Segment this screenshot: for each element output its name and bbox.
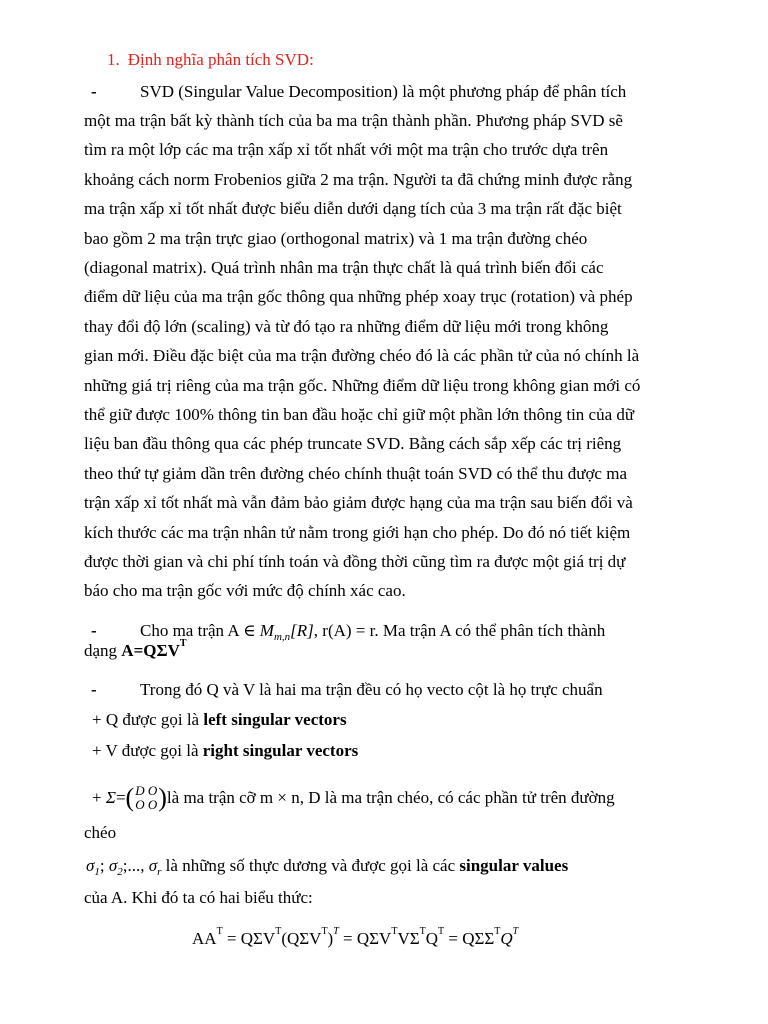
text: ; xyxy=(99,856,109,875)
text: + V được gọi là xyxy=(92,741,203,760)
text: Cho ma trận A ∈ xyxy=(140,621,260,640)
paragraph-line: tìm ra một lớp các ma trận xấp xỉ tốt nhất với một ma trận cho trước dựa trên xyxy=(84,140,609,160)
heading-number: 1. xyxy=(107,50,120,69)
superscript: T xyxy=(179,638,187,649)
paragraph-line: kích thước các ma trận nhân tử nằm trong giới hạn cho phép. Do đó nó tiết kiệm xyxy=(84,522,631,542)
superscript: T xyxy=(321,926,328,937)
paragraph-line: thể giữ được 100% thông tin ban đầu hoặc chỉ giữ một phần lớn thông tin của dữ xyxy=(84,405,635,424)
paragraph-line: điểm dữ liệu của ma trận gốc thông qua những phép xoay trục (rotation) và phép xyxy=(84,287,633,307)
paragraph-line: báo cho ma trận gốc với mức độ chính xác cao. xyxy=(84,581,406,601)
formula-part: VΣ xyxy=(397,929,420,948)
matrix-cell: D xyxy=(135,783,145,798)
decomposition-line xyxy=(84,638,187,661)
math-sigma: σ xyxy=(108,856,118,875)
paragraph-line: theo thứ tự giảm dần trên đường chéo chính thuật toán SVD có thể thu được ma xyxy=(84,463,627,483)
text: dạng xyxy=(84,641,122,660)
math-subscript: 2 xyxy=(117,866,123,878)
math-M: M xyxy=(259,621,274,640)
matrix-cell: O xyxy=(147,797,158,812)
paragraph-line: gian mới. Điều đặc biệt của ma trận đường chéo đó là các phần tử của nó chính là xyxy=(84,346,640,366)
paragraph-line: bao gồm 2 ma trận trực giao (orthogonal matrix) và 1 ma trận đường chéo xyxy=(84,228,588,248)
section-heading xyxy=(107,50,314,70)
paragraph-line: trận xấp xỉ tốt nhất mà vẫn đảm bảo giảm được hạng của ma trận sau biến đổi và xyxy=(84,493,633,513)
paragraph-line: SVD (Singular Value Decomposition) là một phương pháp để phân tích xyxy=(140,82,627,101)
matrix-cell: O xyxy=(147,783,158,798)
singular-values-term: singular values xyxy=(459,856,569,875)
superscript: T xyxy=(494,926,501,937)
paragraph-line: những giá trị riêng của ma trận gốc. Những điểm dữ liệu trong không gian mới có xyxy=(84,375,641,395)
text: là ma trận cỡ m × n, D là ma trận chéo, có các phần tử trên đường xyxy=(166,788,615,807)
orthonormal-line: Trong đó Q và V là hai ma trận đều có họ vecto cột là họ trực chuẩn xyxy=(140,680,603,699)
svd-product-formula xyxy=(192,926,519,949)
text: ;..., xyxy=(122,856,149,875)
left-singular-vectors: left singular vectors xyxy=(203,710,347,729)
paragraph-line: (diagonal matrix). Quá trình nhân ma trận thực chất là quá trình biến đổi các xyxy=(84,258,604,277)
q-definition-line xyxy=(92,710,347,730)
singular-values-line xyxy=(86,856,568,876)
math-sigma: σ xyxy=(148,856,158,875)
paragraph-line: chéo xyxy=(84,823,117,842)
formula-part: Q xyxy=(425,929,438,948)
superscript: T xyxy=(391,926,398,937)
decomposition-formula: A=QΣV xyxy=(121,641,180,660)
formula-part: ) xyxy=(327,929,334,948)
sigma-definition-line xyxy=(92,784,615,812)
math-R: [R] xyxy=(290,621,314,640)
text: + Q được gọi là xyxy=(92,710,204,729)
bullet-dash: - xyxy=(91,680,97,699)
v-definition-line xyxy=(92,741,358,761)
right-singular-vectors: right singular vectors xyxy=(202,741,359,760)
matrix-definition-line xyxy=(140,621,605,641)
math-subscript: r xyxy=(157,866,162,878)
math-subscript: 1 xyxy=(94,866,100,878)
matrix-cell: O xyxy=(135,797,145,812)
paragraph-line: thay đổi độ lớn (scaling) và từ đó tạo ra những điểm dữ liệu mới trong không xyxy=(84,316,609,336)
math-subscript: m,n xyxy=(273,631,291,643)
text: + xyxy=(92,788,102,807)
superscript: T xyxy=(333,926,339,937)
paragraph-line: khoảng cách norm Frobenios giữa 2 ma trận. Người ta đã chứng minh được rằng xyxy=(84,169,633,189)
paragraph-line: được thời gian và chi phí tính toán và đồng thời cũng tìm ra được một giá trị dự xyxy=(84,552,626,571)
heading-text: Định nghĩa phân tích SVD: xyxy=(127,50,314,69)
formula-part: = QΣΣ xyxy=(444,929,495,948)
formula-part: AA xyxy=(192,929,217,948)
math-sigma: σ xyxy=(86,856,95,875)
superscript: T xyxy=(216,926,223,937)
superscript: T xyxy=(512,926,519,937)
paragraph-line: của A. Khi đó ta có hai biểu thức: xyxy=(84,888,313,907)
formula-part: (QΣV xyxy=(281,929,322,948)
bullet-dash: - xyxy=(91,82,97,101)
superscript: T xyxy=(419,926,426,937)
bullet-dash: - xyxy=(91,621,97,640)
superscript: T xyxy=(438,926,445,937)
math-sigma: Σ xyxy=(105,788,116,807)
text: , r(A) = r. Ma trận A có thể phân tích thành xyxy=(313,621,606,640)
text: là những số thực dương và được gọi là các xyxy=(161,856,460,875)
formula-part: Q xyxy=(500,929,513,948)
paragraph-line: ma trận xấp xỉ tốt nhất được biểu diễn dưới dạng tích của 3 ma trận rất đặc biệt xyxy=(84,199,622,219)
formula-part: = QΣV xyxy=(222,929,276,948)
formula-part: = QΣV xyxy=(338,929,392,948)
superscript: T xyxy=(275,926,282,937)
paragraph-line: một ma trận bất kỳ thành tích của ba ma trận thành phần. Phương pháp SVD sẽ xyxy=(84,111,623,130)
text: = xyxy=(115,788,126,807)
paragraph-line: liệu ban đầu thông qua các phép truncate SVD. Bằng cách sắp xếp các trị riêng xyxy=(84,434,622,454)
block-matrix: ( D O O O ) xyxy=(125,783,167,812)
